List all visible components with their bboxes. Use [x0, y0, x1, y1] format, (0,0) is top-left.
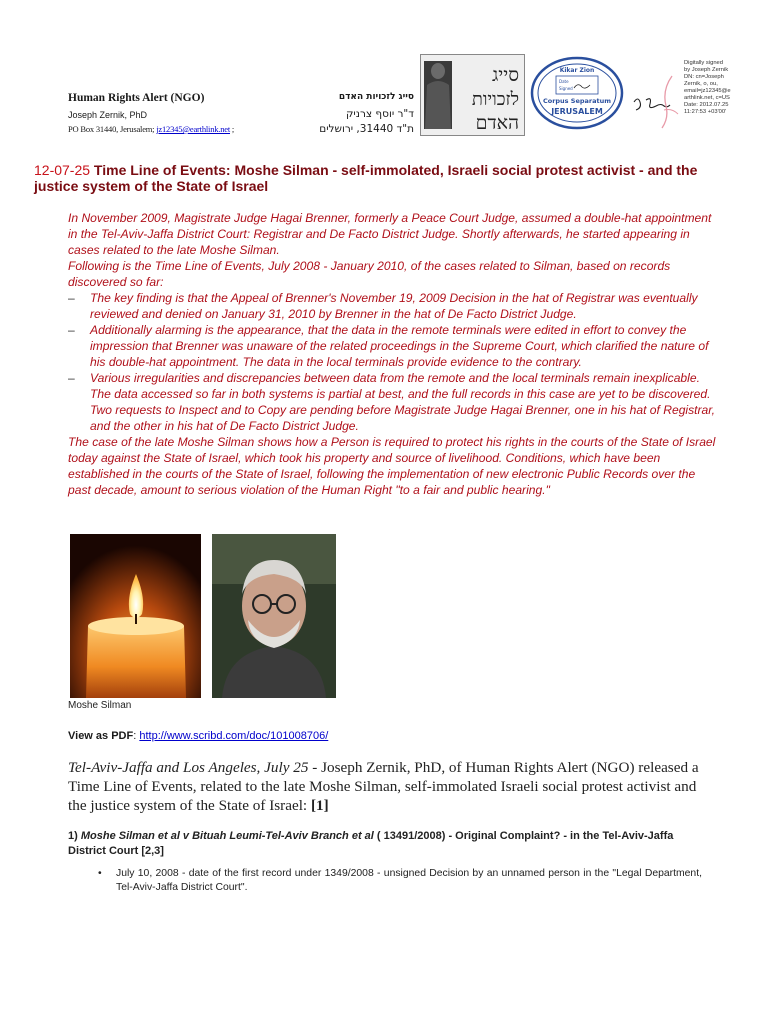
address-suffix: ;	[230, 124, 235, 134]
intro-bullet-list	[68, 290, 716, 434]
press-release-paragraph	[68, 758, 718, 815]
email-link[interactable]: jz12345@earthlink.net	[156, 124, 230, 134]
photo-caption: Moshe Silman	[68, 700, 132, 711]
intro-bullet-text: Additionally alarming is the appearance, that the data in the remote terminals were edited in effort to convey the impression that Brenner was unaware of the related proceedings in the Supreme Court, which clarified the nature of his double-hat appointment. The data in the local terminals provide evidence to the contrary.	[90, 323, 709, 369]
press-reference: [1]	[310, 797, 329, 814]
digital-signature-line: by Joseph Zernik	[684, 67, 729, 73]
hebrew-org-name: סייג לזכויות האדם	[338, 92, 414, 102]
intro-bullet	[68, 322, 716, 370]
handwritten-signature	[624, 70, 684, 130]
org-address	[68, 124, 234, 134]
digital-signature-line: Date: 2012.07.25	[684, 102, 729, 108]
stamp-middle-text: Corpus Separatum	[542, 97, 612, 105]
pdf-separator: :	[133, 730, 140, 742]
intro-bullet	[68, 370, 716, 434]
stamp-box-signed: Signed	[559, 86, 573, 91]
logo-line-1: סייג	[491, 64, 519, 86]
address-text: PO Box 31440, Jerusalem;	[68, 124, 157, 134]
digital-signature-line: email=jz12345@e	[684, 88, 731, 94]
stamp-box-date: Date	[559, 79, 569, 84]
section-number: 1)	[68, 830, 81, 842]
digital-signature-block	[684, 60, 768, 116]
ngo-logo-image	[420, 54, 525, 136]
hebrew-address: ת"ד 31440, ירושלים	[319, 123, 414, 135]
intro-bullet-text: The key finding is that the Appeal of Brenner's November 19, 2009 Decision in the hat of Registrar was eventually reviewed and denied on January 31, 2010 by Brenner in the hat of De Facto District Judge.	[90, 291, 698, 321]
case-details: ( 13491/2008) - Original Complaint? - in the Tel-Aviv-Jaffa District Court [2,3]	[68, 830, 674, 857]
logo-line-2: לזכויות	[471, 89, 519, 110]
intro-bullet-text: Various irregularities and discrepancies between data from the remote and the local terminals remain inexplicable. The data accessed so far in both systems is partial at best, and the full records in this case are yet to be discovered. Two requests to Inspect and to Copy are pending before Magistrate Judge Hagai Brenner, one in his hat of Registrar, and the other in his hat of De Facto District Judge.	[90, 371, 715, 433]
dash-marker: –	[68, 323, 75, 337]
case-name: Moshe Silman et al v Bituah Leumi-Tel-Aviv Branch et al	[80, 830, 374, 842]
pdf-url-link[interactable]: http://www.scribd.com/doc/101008706/	[139, 730, 329, 742]
org-name: Human Rights Alert (NGO)	[68, 92, 205, 104]
kikar-zion-stamp	[530, 56, 624, 130]
section-1-heading	[68, 829, 710, 859]
press-text: - Joseph Zernik, PhD, of Human Rights Alert (NGO) released a Time Line of Events, related to the late Moshe Silman, self-immolated Israeli social protest activist and the justice system of the State of Israel:	[68, 759, 699, 814]
digital-signature-line: DN: cn=Joseph	[684, 74, 724, 80]
org-person: Joseph Zernik, PhD	[68, 110, 148, 120]
title-date: 12-07-25	[34, 162, 91, 178]
digital-signature-line: arthlink.net, c=US	[684, 95, 730, 101]
title-text: Time Line of Events: Moshe Silman - self-immolated, Israeli social protest activist - and the justice system of the State of Israel	[34, 162, 698, 194]
dash-marker: –	[68, 291, 75, 305]
document-title	[34, 162, 734, 194]
intro-section	[68, 210, 716, 498]
view-as-pdf	[68, 730, 328, 742]
stamp-bottom-text: JERUSALEM	[551, 107, 603, 116]
intro-bullet	[68, 290, 716, 322]
pdf-label: View as PDF	[68, 730, 134, 742]
stamp-top-text: Kikar Zion	[559, 67, 595, 74]
hebrew-person: ד"ר יוסף צרניק	[345, 108, 414, 120]
digital-signature-line: Digitally signed	[684, 60, 723, 66]
logo-line-3: האדם	[475, 112, 519, 134]
timeline-bullet-text: July 10, 2008 - date of the first record under 1349/2008 - unsigned Decision by an unnamed person in the "Legal Department, Tel-Aviv-Jaffa District Court".	[116, 868, 702, 893]
intro-paragraph: Following is the Time Line of Events, July 2008 - January 2010, of the cases related to Silman, based on records discovered so far:	[68, 259, 671, 289]
digital-signature-line: Zernik, o, ou,	[684, 81, 718, 87]
digital-signature-line: 11:27:53 +03'00'	[684, 109, 727, 115]
intro-paragraph: The case of the late Moshe Silman shows how a Person is required to protect his rights in the courts of the State of Israel today against the State of Israel, which took his property and source of livelihood. Conditions, which have been established in the courts of the State of Israel, following the implementation of new electronic Public Records over the past decade, amount to serious violation of the Human Right "to a fair and public hearing."	[68, 435, 716, 497]
dash-marker: –	[68, 371, 75, 385]
moshe-silman-portrait	[212, 534, 336, 698]
timeline-bullet	[92, 867, 702, 895]
logo-graphic	[421, 55, 524, 135]
bullet-dot: •	[98, 868, 102, 879]
press-dateline: Tel-Aviv-Jaffa and Los Angeles, July 25	[68, 759, 309, 776]
intro-paragraph: In November 2009, Magistrate Judge Hagai Brenner, formerly a Peace Court Judge, assumed a double-hat appointment in the Tel-Aviv-Jaffa District Court: Registrar and De Facto District Judge. Shortly afterwards, he started appearing in cases related to the late Moshe Silman.	[68, 211, 712, 257]
candle-photo	[70, 534, 201, 698]
